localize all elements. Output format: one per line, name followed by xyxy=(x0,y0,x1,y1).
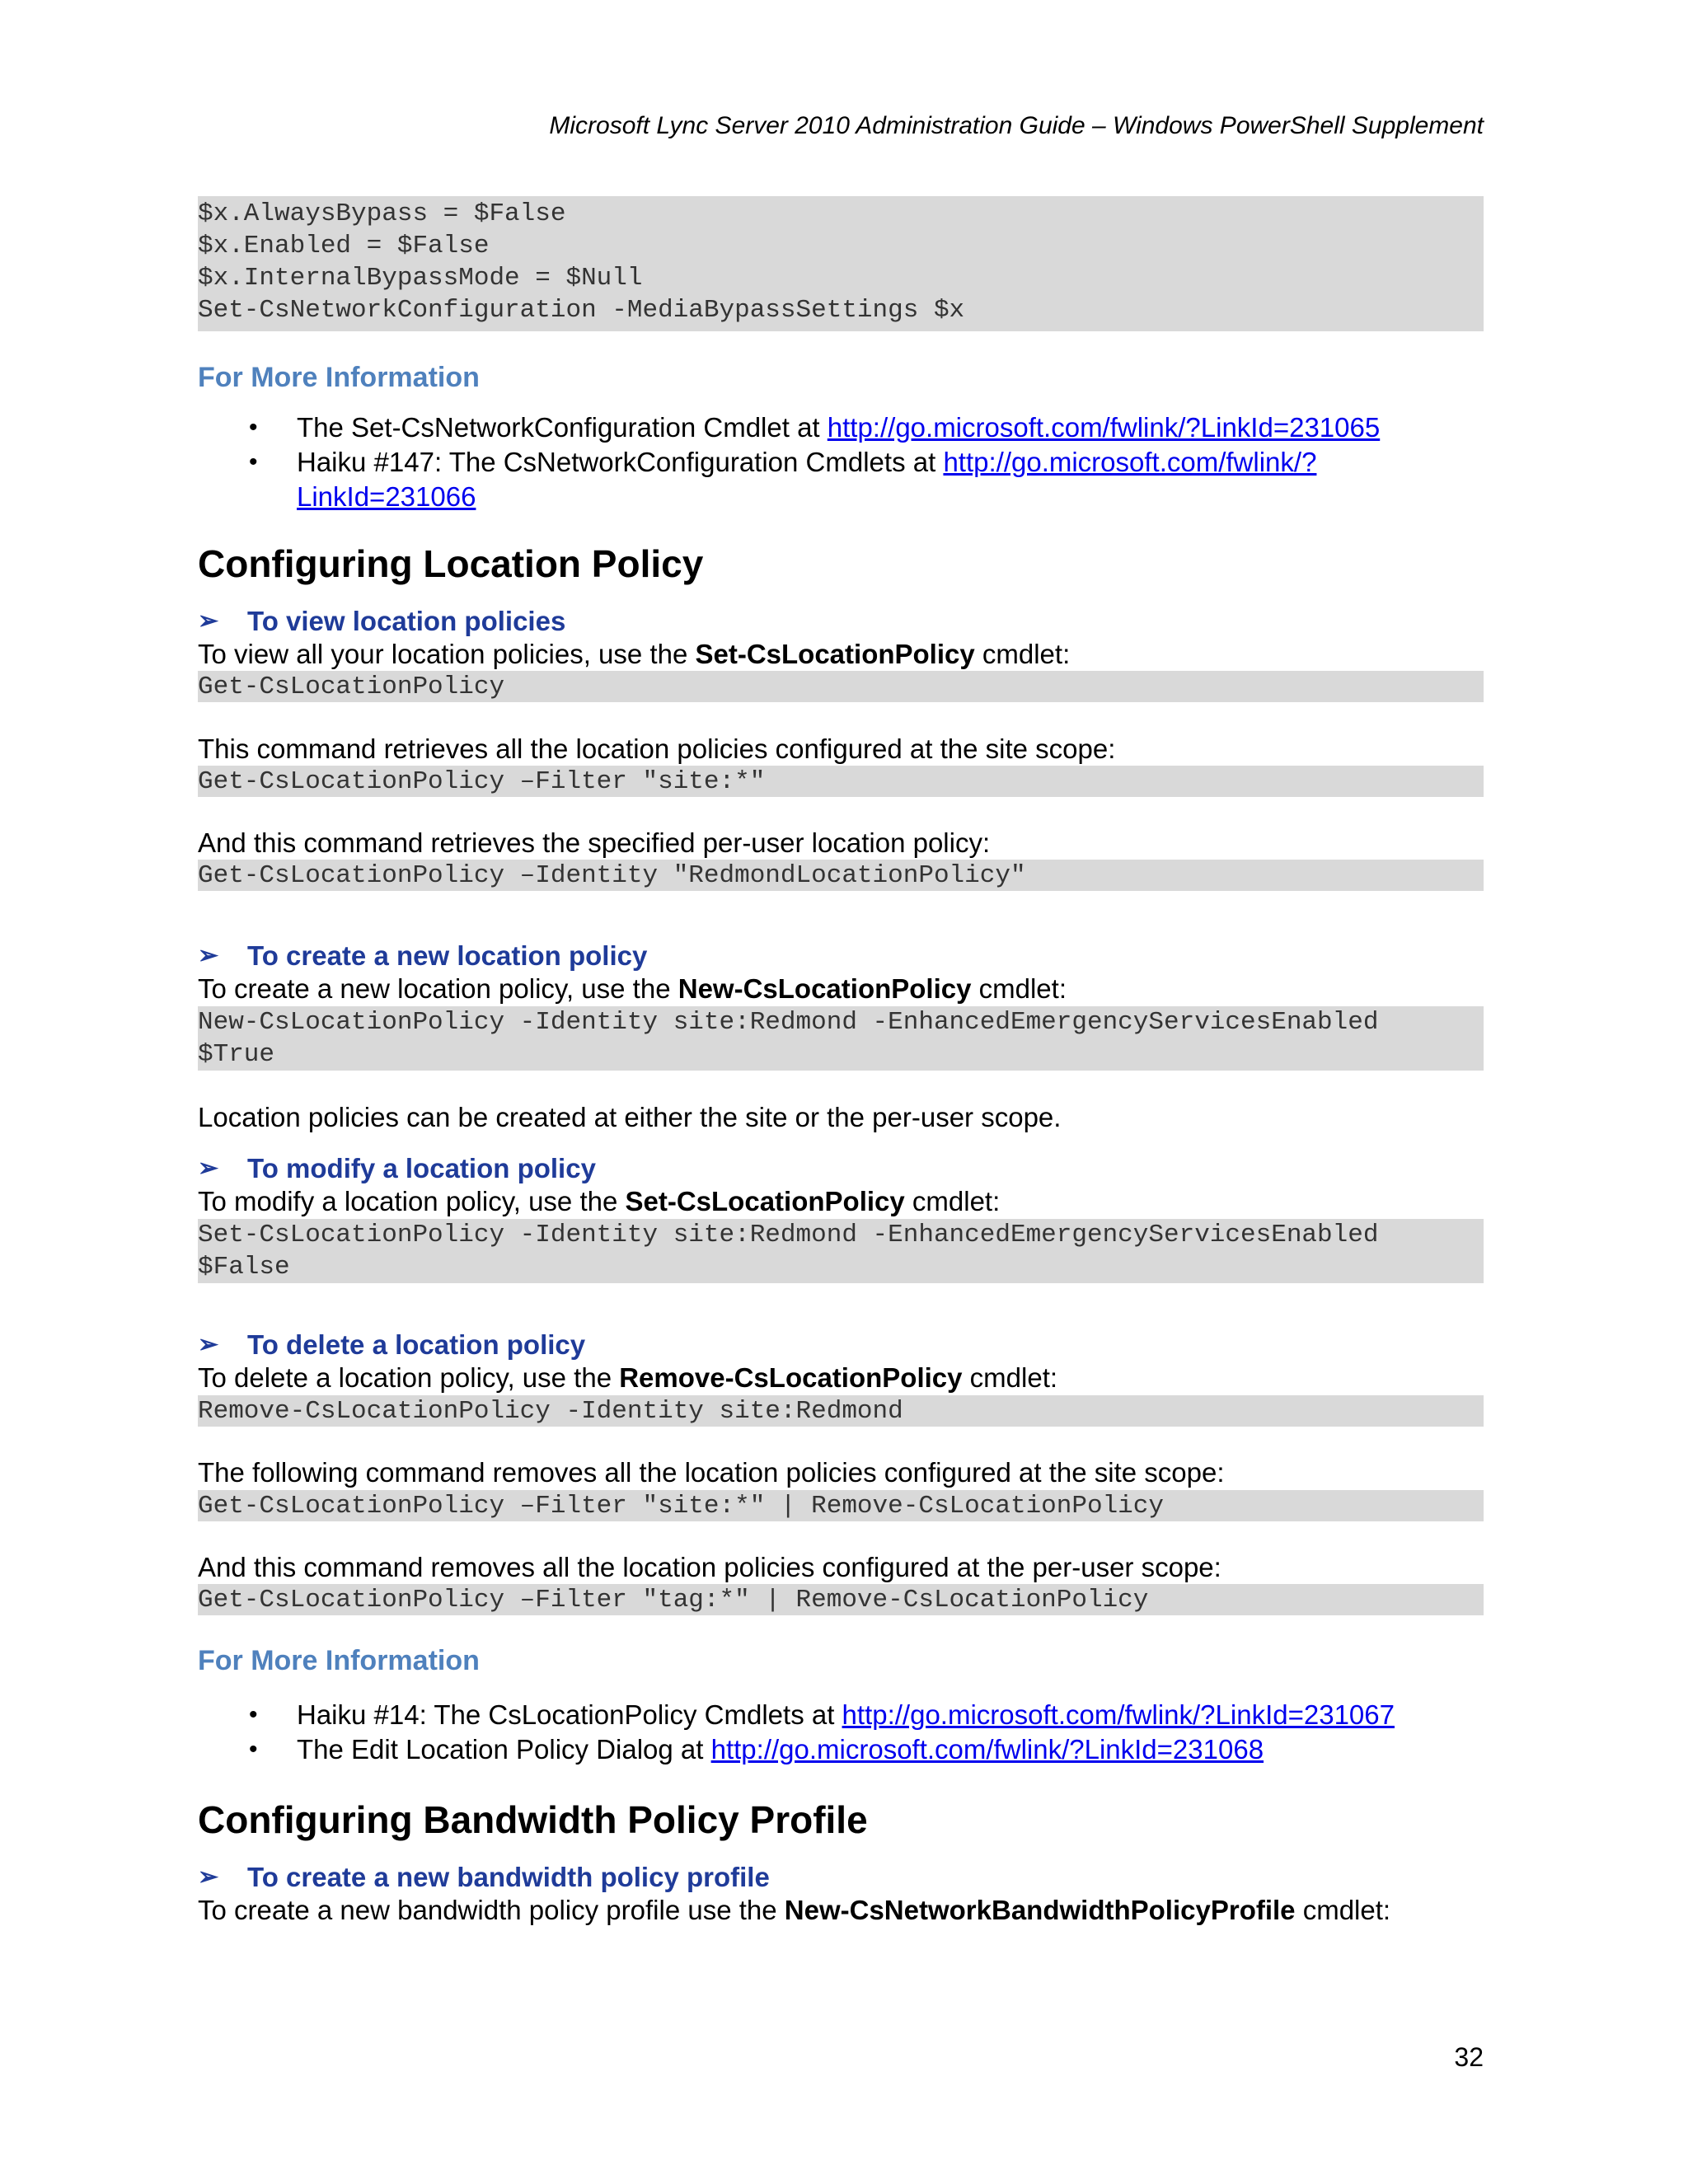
more-info-list xyxy=(198,410,1484,514)
paragraph-text: To delete a location policy, use the xyxy=(198,1362,620,1393)
list-item xyxy=(198,410,1484,445)
procedure-create-bandwidth-policy-profile xyxy=(198,1860,1484,1895)
bullet-icon: • xyxy=(249,448,258,476)
more-info-heading: For More Information xyxy=(198,362,480,393)
paragraph: This command retrieves all the location policies configured at the site scope: xyxy=(198,733,1116,764)
list-item-text: Haiku #14: The CsLocationPolicy Cmdlets at xyxy=(297,1699,842,1730)
paragraph: And this command retrieves the specified per-user location policy: xyxy=(198,827,991,858)
code-line: New-CsLocationPolicy -Identity site:Redmond -EnhancedEmergencyServicesEnabled xyxy=(198,1008,1379,1037)
code-block: Get-CsLocationPolicy –Filter "site:*" | Remove-CsLocationPolicy xyxy=(198,1490,1484,1521)
paragraph-text: cmdlet: xyxy=(962,1362,1058,1393)
more-info-heading: For More Information xyxy=(198,1645,480,1676)
paragraph xyxy=(198,972,1484,1005)
paragraph-text: To view all your location policies, use the xyxy=(198,639,696,669)
list-item xyxy=(198,1732,1484,1767)
code-block: Get-CsLocationPolicy –Filter "tag:*" | Remove-CsLocationPolicy xyxy=(198,1584,1484,1615)
code-line: $True xyxy=(198,1040,275,1069)
bullet-icon: • xyxy=(249,1701,258,1728)
code-line: Set-CsLocationPolicy -Identity site:Redmond -EnhancedEmergencyServicesEnabled xyxy=(198,1221,1379,1249)
paragraph xyxy=(198,1185,1484,1218)
code-block xyxy=(198,1219,1484,1283)
cmdlet-name: New-CsNetworkBandwidthPolicyProfile xyxy=(784,1895,1296,1925)
paragraph-text: To modify a location policy, use the xyxy=(198,1186,626,1216)
procedure-title: To create a new bandwidth policy profile xyxy=(247,1862,770,1892)
procedure-delete-location-policy xyxy=(198,1328,1484,1362)
paragraph-text: To create a new location policy, use the xyxy=(198,973,678,1004)
procedure-modify-location-policy xyxy=(198,1151,1484,1186)
arrow-right-icon: ➢ xyxy=(198,1331,219,1358)
procedure-title: To view location policies xyxy=(247,606,566,636)
procedure-create-location-policy xyxy=(198,939,1484,973)
procedure-title: To delete a location policy xyxy=(247,1329,586,1360)
cmdlet-name: Set-CsLocationPolicy xyxy=(625,1186,905,1216)
list-item-text: Haiku #147: The CsNetworkConfiguration Cmdlets at xyxy=(297,447,944,477)
code-line: $x.Enabled = $False xyxy=(198,232,490,260)
cmdlet-name: New-CsLocationPolicy xyxy=(678,973,972,1004)
running-header: Microsoft Lync Server 2010 Administration Guide – Windows PowerShell Supplement xyxy=(549,112,1484,139)
code-block xyxy=(198,1006,1484,1071)
bullet-icon: • xyxy=(249,414,258,441)
paragraph-text: cmdlet: xyxy=(971,973,1067,1004)
paragraph: And this command removes all the location policies configured at the per-user scope: xyxy=(198,1552,1221,1582)
code-line: $x.InternalBypassMode = $Null xyxy=(198,264,643,293)
arrow-right-icon: ➢ xyxy=(198,1155,219,1182)
code-line: Set-CsNetworkConfiguration -MediaBypassSettings $x xyxy=(198,296,965,325)
arrow-right-icon: ➢ xyxy=(198,942,219,969)
code-block: Get-CsLocationPolicy xyxy=(198,671,1484,702)
list-item xyxy=(198,445,1484,514)
section-heading-location-policy: Configuring Location Policy xyxy=(198,542,704,585)
code-block: Remove-CsLocationPolicy -Identity site:Redmond xyxy=(198,1395,1484,1427)
procedure-title: To modify a location policy xyxy=(247,1153,596,1183)
procedure-title: To create a new location policy xyxy=(247,940,648,971)
link-231068[interactable]: http://go.microsoft.com/fwlink/?LinkId=231068 xyxy=(710,1734,1264,1765)
procedure-view-location-policies xyxy=(198,604,1484,639)
link-231066[interactable]: http://go.microsoft.com/fwlink/? xyxy=(943,447,1317,477)
arrow-right-icon: ➢ xyxy=(198,607,219,635)
paragraph-text: cmdlet: xyxy=(904,1186,1001,1216)
section-heading-bandwidth-policy-profile: Configuring Bandwidth Policy Profile xyxy=(198,1798,868,1841)
cmdlet-name: Set-CsLocationPolicy xyxy=(695,639,975,669)
arrow-right-icon: ➢ xyxy=(198,1863,219,1891)
code-line: $False xyxy=(198,1253,290,1282)
paragraph xyxy=(198,1894,1484,1927)
more-info-list xyxy=(198,1698,1484,1767)
paragraph-text: cmdlet: xyxy=(1295,1895,1391,1925)
paragraph: The following command removes all the location policies configured at the site scope: xyxy=(198,1457,1225,1488)
list-item-text: The Set-CsNetworkConfiguration Cmdlet at xyxy=(297,412,828,443)
paragraph: Location policies can be created at either the site or the per-user scope. xyxy=(198,1102,1062,1132)
paragraph xyxy=(198,1361,1484,1394)
page-number: 32 xyxy=(1454,2042,1484,2072)
bullet-icon: • xyxy=(249,1736,258,1763)
list-item-text: The Edit Location Policy Dialog at xyxy=(297,1734,711,1765)
code-block: Get-CsLocationPolicy –Filter "site:*" xyxy=(198,766,1484,797)
code-line: $x.AlwaysBypass = $False xyxy=(198,199,566,228)
link-231065[interactable]: http://go.microsoft.com/fwlink/?LinkId=231065 xyxy=(827,412,1381,443)
cmdlet-name: Remove-CsLocationPolicy xyxy=(619,1362,963,1393)
code-block-media-bypass xyxy=(198,196,1484,331)
list-item xyxy=(198,1698,1484,1732)
link-231066-continued[interactable]: LinkId=231066 xyxy=(297,481,476,512)
link-231067[interactable]: http://go.microsoft.com/fwlink/?LinkId=231067 xyxy=(842,1699,1395,1730)
paragraph-text: To create a new bandwidth policy profile use the xyxy=(198,1895,785,1925)
paragraph-text: cmdlet: xyxy=(974,639,1071,669)
paragraph xyxy=(198,638,1484,671)
code-block: Get-CsLocationPolicy –Identity "RedmondLocationPolicy" xyxy=(198,860,1484,891)
